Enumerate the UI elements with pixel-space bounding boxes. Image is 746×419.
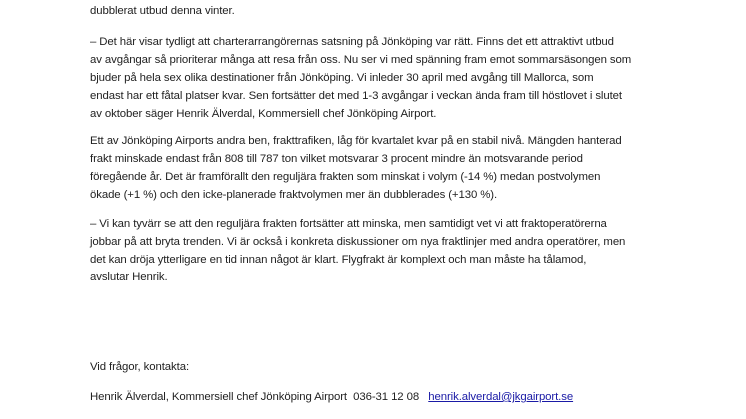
paragraph-2-line: av oktober säger Henrik Älverdal, Kommersiell chef Jönköping Airport. bbox=[90, 108, 437, 120]
contact-line bbox=[90, 388, 573, 406]
paragraph-4-line: – Vi kan tyvärr se att den reguljära frakten fortsätter att minska, men samtidigt vet vi att fraktoperatörerna bbox=[90, 218, 607, 230]
contact-person: Henrik Älverdal, Kommersiell chef Jönköping Airport bbox=[90, 391, 347, 403]
paragraph-1-line: dubblerat utbud denna vinter. bbox=[90, 5, 235, 17]
paragraph-4-line: det kan dröja ytterligare en tid innan något är klart. Flygfrakt är komplext och man måste ha tålamod, bbox=[90, 254, 587, 266]
paragraph-2-line: av avgångar så prioriterar många att resa från oss. Nu ser vi med spänning fram emot sommarsäsongen som bbox=[90, 54, 632, 66]
paragraph-3-line: ökade (+1 %) och den icke-planerade fraktvolymen mer än dubblerades (+130 %). bbox=[90, 189, 498, 201]
contact-phone: 036-31 12 08 bbox=[353, 391, 420, 403]
paragraph-4-line: jobbar på att bryta trenden. Vi är också i konkreta diskussioner om nya fraktlinjer med andra operatörer, men bbox=[90, 236, 626, 248]
contact-email-link[interactable]: henrik.alverdal@jkgairport.se bbox=[428, 391, 574, 403]
paragraph-4-line: avslutar Henrik. bbox=[90, 271, 168, 283]
paragraph-3-line: frakt minskade endast från 808 till 787 ton vilket motsvarar 3 procent mindre än motsvarande period bbox=[90, 153, 583, 165]
paragraph-2-line: endast har ett fåtal platser kvar. Sen fortsätter det med 1-3 avgångar i veckan ända fram till höstlovet i slutet bbox=[90, 90, 622, 102]
paragraph-2-line: – Det här visar tydligt att charterarrangörernas satsning på Jönköping var rätt. Finns det ett attraktivt utbud bbox=[90, 36, 614, 48]
paragraph-3-line: föregående år. Det är framförallt den reguljära frakten som minskat i volym (-14 %) medan postvolymen bbox=[90, 171, 601, 183]
paragraph-3-line: Ett av Jönköping Airports andra ben, frakttrafiken, låg för kvartalet kvar på en stabil nivå. Mängden hanterad bbox=[90, 135, 622, 147]
contact-heading: Vid frågor, kontakta: bbox=[90, 361, 190, 373]
paragraph-2-line: bjuder på hela sex olika destinationer från Jönköping. Vi inleder 30 april med avgång till Mallorca, som bbox=[90, 72, 594, 84]
